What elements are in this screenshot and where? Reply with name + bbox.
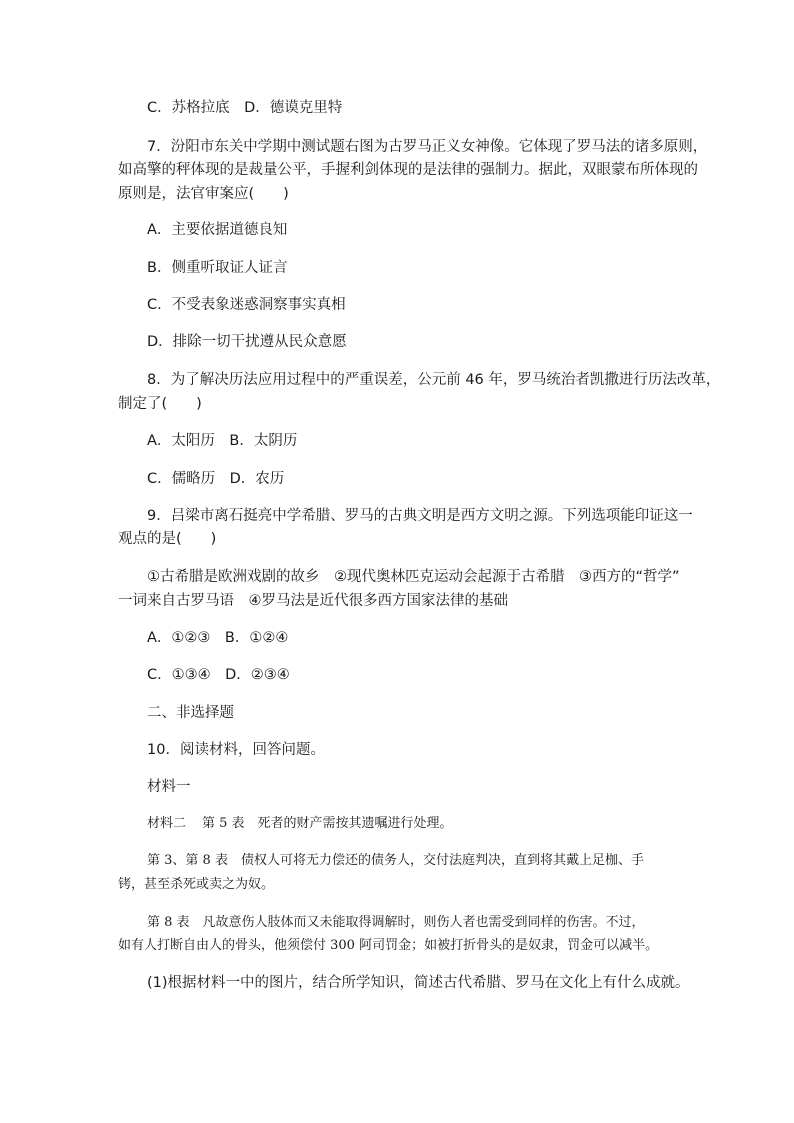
q8-stem-line1: 8．为了解决历法应用过程中的严重误差，公元前 46 年，罗马统治者凯撒进行历法改革， [147, 372, 721, 388]
q7-option-b: B．侧重听取证人证言 [147, 260, 288, 276]
q7-option-c: C．不受表象迷惑洞察事实真相 [147, 297, 346, 313]
material2-table8-line1: 第 8 表 凡故意伤人肢体而又未能取得调解时，则伤人者也需受到同样的伤害。不过， [147, 915, 645, 930]
q7-stem-line3: 原则是，法官审案应( ) [118, 186, 289, 202]
q8-stem-line2: 制定了( ) [118, 396, 202, 412]
q9-stem-line1: 9．吕梁市离石挺亮中学希腊、罗马的古典文明是西方文明之源。下列选项能印证这一 [147, 508, 693, 524]
q7-stem-line2: 如高擎的秤体现的是裁量公平，手握利剑体现的是法律的强制力。据此，双眼蒙布所体现的 [118, 162, 698, 178]
q7-stem-line1: 7．汾阳市东关中学期中测试题右图为古罗马正义女神像。它体现了罗马法的诸多原则， [147, 139, 708, 155]
q9-items-line2: 一词来自古罗马语 ④罗马法是近代很多西方国家法律的基础 [118, 593, 508, 609]
material2-label: 材料二 [147, 816, 187, 831]
q9-stem-line2: 观点的是( ) [118, 531, 217, 547]
q7-option-d: D．排除一切干扰遵从民众意愿 [147, 334, 347, 350]
section-title: 二、非选择题 [147, 705, 234, 721]
q9-options-cd: C．①③④ D．②③④ [147, 667, 290, 683]
material2-table38-line1: 第 3、第 8 表 债权人可将无力偿还的债务人，交付法庭判决，直到将其戴上足枷、手 [147, 853, 644, 868]
q10-subquestion-1: (1)根据材料一中的图片，结合所学知识，简述古代希腊、罗马在文化上有什么成就。 [147, 975, 690, 991]
q6-options-cd: C．苏格拉底 D．德谟克里特 [147, 100, 343, 116]
material2-table5: 第 5 表 死者的财产需按其遗嘱进行处理。 [202, 816, 453, 831]
q9-options-ab: A．①②③ B．①②④ [147, 630, 289, 646]
material2-table38-line2: 铐，甚至杀死或卖之为奴。 [118, 877, 275, 892]
q9-items-line1: ①古希腊是欧洲戏剧的故乡 ②现代奥林匹克运动会起源于古希腊 ③西方的“哲学” [147, 569, 680, 585]
material2-table8-line2: 如有人打断自由人的骨头，他须偿付 300 阿司罚金；如被打折骨头的是奴隶，罚金可以减半。 [118, 938, 659, 953]
q8-options-ab: A．太阳历 B．太阴历 [147, 433, 298, 449]
q8-options-cd: C．儒略历 D．农历 [147, 471, 285, 487]
q7-option-a: A．主要依据道德良知 [147, 222, 288, 238]
q10-stem: 10．阅读材料，回答问题。 [147, 742, 325, 758]
material1-label: 材料一 [147, 779, 191, 795]
